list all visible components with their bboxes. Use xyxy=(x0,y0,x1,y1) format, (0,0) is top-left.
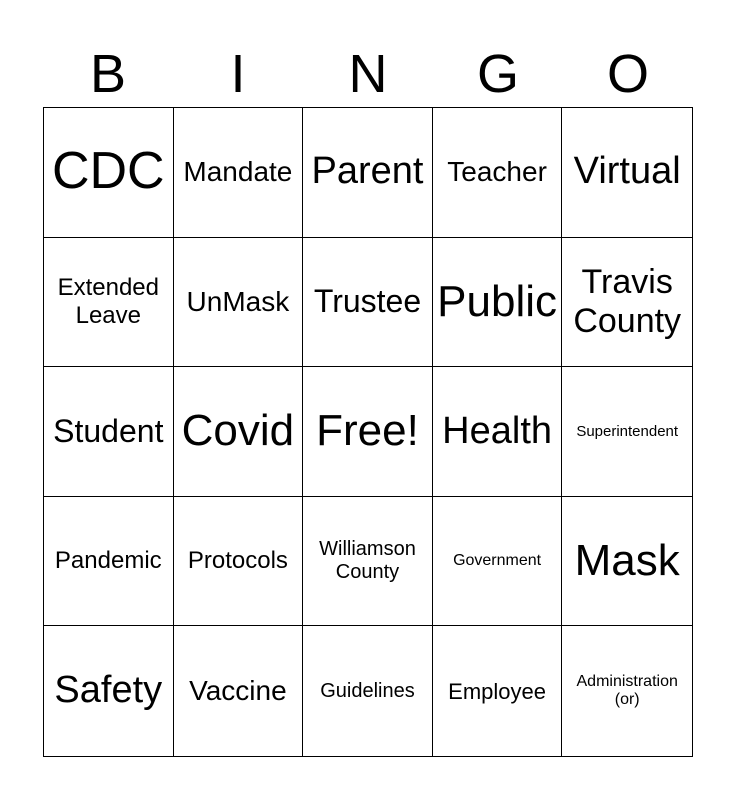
header-letter-o: O xyxy=(606,44,649,104)
bingo-cell-2-2[interactable] xyxy=(174,238,304,368)
cell-label: Mask xyxy=(574,535,680,585)
bingo-cell-4-1[interactable] xyxy=(44,497,174,627)
cell-label: Administration (or) xyxy=(576,672,678,709)
cell-label: Superintendent xyxy=(576,422,679,440)
header-letter-g: G xyxy=(476,44,519,104)
cell-label: Protocols xyxy=(187,547,288,575)
cell-label: Vaccine xyxy=(189,675,287,707)
bingo-cell-5-4[interactable] xyxy=(433,626,563,756)
header-letter-i: I xyxy=(230,44,246,104)
bingo-cell-5-1[interactable] xyxy=(44,626,174,756)
bingo-cell-1-2[interactable] xyxy=(174,108,304,238)
bingo-cell-4-2[interactable] xyxy=(174,497,304,627)
bingo-cell-5-2[interactable] xyxy=(174,626,304,756)
bingo-cell-3-3[interactable] xyxy=(303,367,433,497)
bingo-header xyxy=(43,40,693,106)
cell-label: CDC xyxy=(51,142,165,201)
bingo-cell-2-3[interactable] xyxy=(303,238,433,368)
bingo-cell-3-1[interactable] xyxy=(44,367,174,497)
cell-label: Safety xyxy=(54,669,163,712)
cell-label: Health xyxy=(442,409,553,452)
bingo-cell-3-4[interactable] xyxy=(433,367,563,497)
bingo-cell-4-4[interactable] xyxy=(433,497,563,627)
bingo-cell-3-2[interactable] xyxy=(174,367,304,497)
cell-label: Employee xyxy=(448,678,547,704)
cell-label: Trustee xyxy=(313,283,422,320)
cell-label: Travis County xyxy=(573,262,682,340)
bingo-cell-2-5[interactable] xyxy=(562,238,692,368)
cell-label: Pandemic xyxy=(54,547,162,575)
header-letter-b: B xyxy=(89,44,127,104)
cell-label: Student xyxy=(53,413,164,450)
bingo-cell-1-3[interactable] xyxy=(303,108,433,238)
cell-label: Public xyxy=(437,276,558,326)
cell-label: Mandate xyxy=(183,156,293,188)
bingo-cell-5-3[interactable] xyxy=(303,626,433,756)
bingo-cell-5-5[interactable] xyxy=(562,626,692,756)
bingo-cell-3-5[interactable] xyxy=(562,367,692,497)
cell-label: Parent xyxy=(311,150,424,193)
bingo-cell-2-4[interactable] xyxy=(433,238,563,368)
cell-label: Government xyxy=(453,551,542,569)
bingo-cell-1-4[interactable] xyxy=(433,108,563,238)
bingo-cell-2-1[interactable] xyxy=(44,238,174,368)
bingo-cell-4-5[interactable] xyxy=(562,497,692,627)
bingo-cell-1-1[interactable] xyxy=(44,108,174,238)
bingo-cell-4-3[interactable] xyxy=(303,497,433,627)
cell-label: Free! xyxy=(316,406,419,456)
cell-label: Teacher xyxy=(447,156,547,188)
header-letter-n: N xyxy=(348,44,388,104)
cell-label: Covid xyxy=(181,406,295,456)
bingo-board xyxy=(43,107,693,757)
bingo-cell-1-5[interactable] xyxy=(562,108,692,238)
cell-label: Williamson County xyxy=(319,538,416,584)
cell-label: Virtual xyxy=(573,150,681,193)
cell-label: Guidelines xyxy=(320,679,415,702)
cell-label: Extended Leave xyxy=(57,274,159,329)
cell-label: UnMask xyxy=(186,285,290,317)
